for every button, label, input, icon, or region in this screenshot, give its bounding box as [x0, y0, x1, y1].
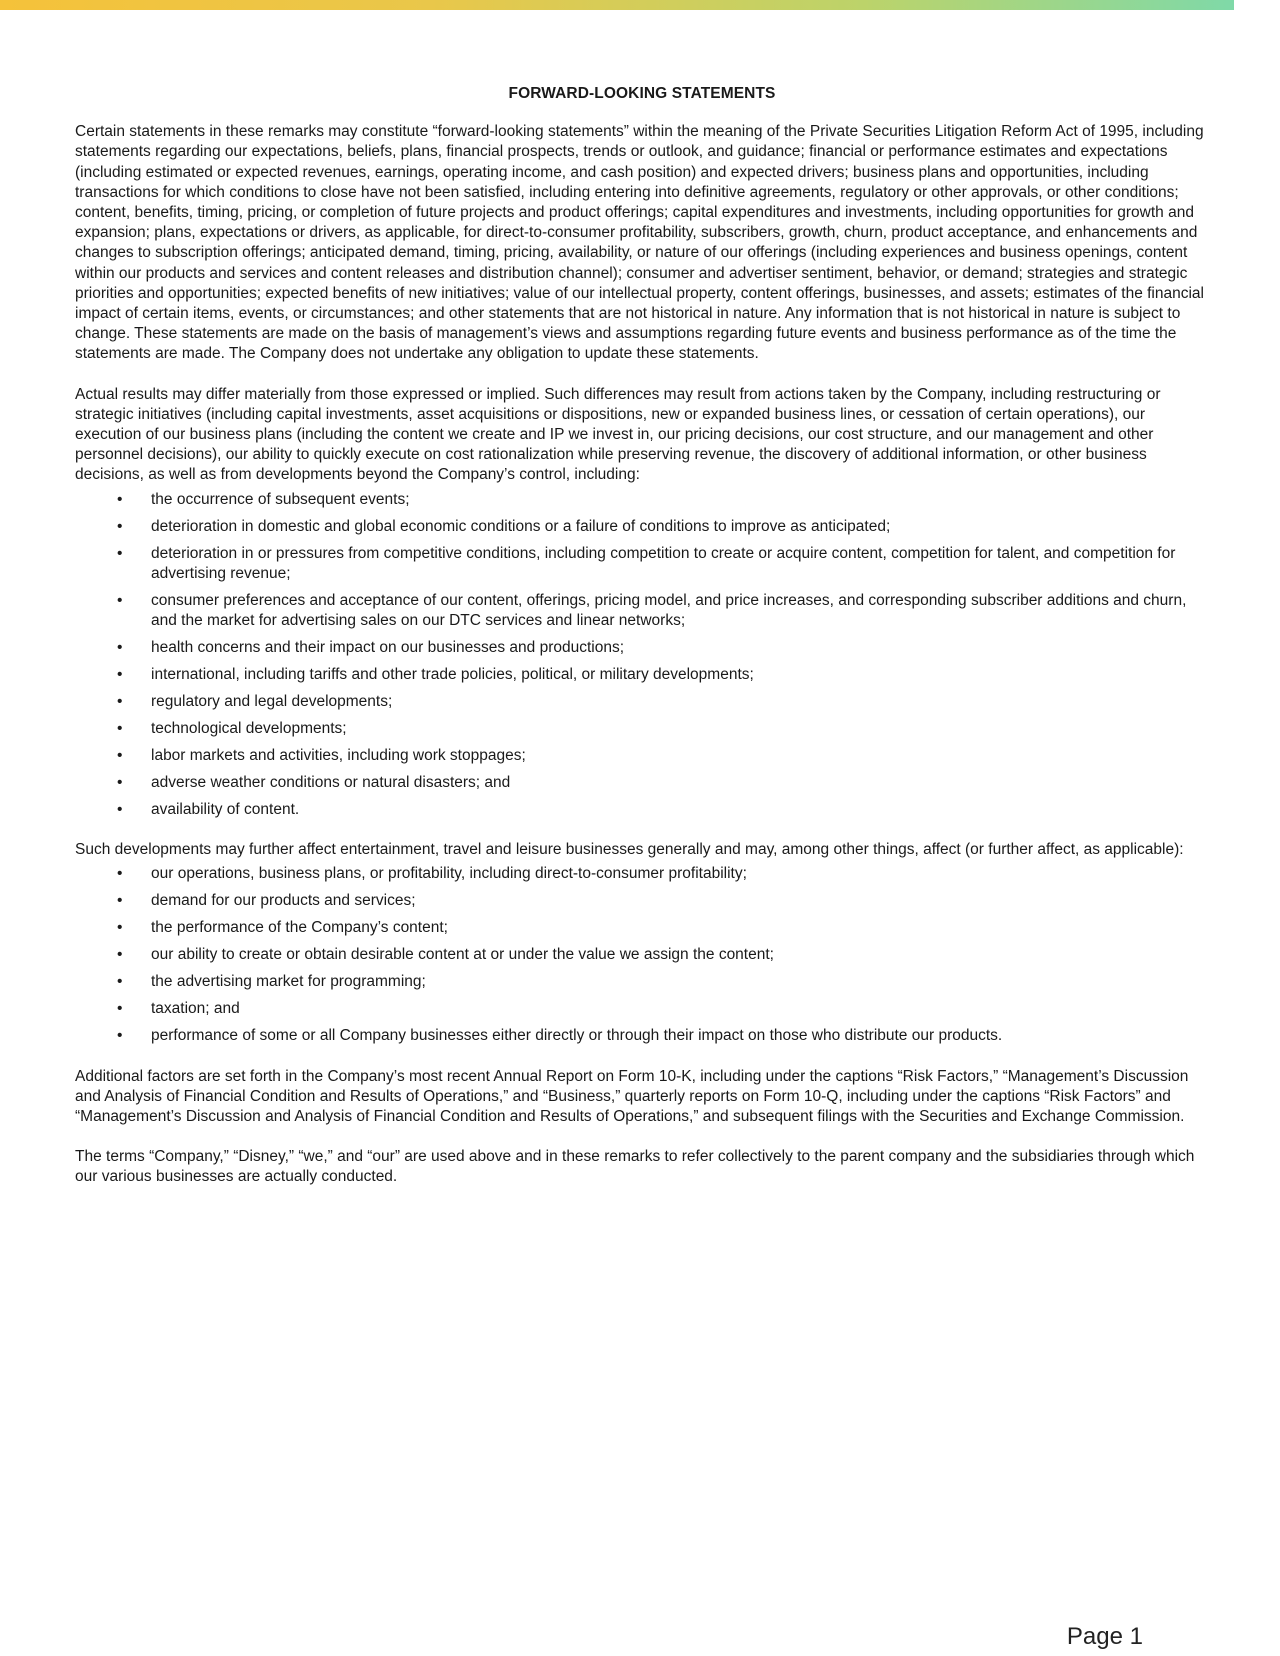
list-item	[75, 719, 1209, 739]
bullet-icon: •	[117, 544, 123, 562]
list-item	[75, 972, 1209, 992]
affected-areas-list	[75, 864, 1209, 1046]
top-accent-bar	[0, 0, 1234, 10]
bullet-icon: •	[117, 693, 123, 711]
bullet-icon: •	[117, 973, 123, 991]
list-item	[75, 1026, 1209, 1046]
list-item-text: labor markets and activities, including work stoppages;	[151, 747, 526, 765]
list-item	[75, 918, 1209, 938]
list-item	[75, 638, 1209, 658]
bullet-icon: •	[117, 1000, 123, 1018]
bullet-icon: •	[117, 1027, 123, 1045]
list-item-text: performance of some or all Company businesses either directly or through their impact on those who distribute our products.	[151, 1027, 1003, 1045]
list-item-text: international, including tariffs and other trade policies, political, or military developments;	[151, 666, 754, 684]
paragraph-further-developments: Such developments may further affect entertainment, travel and leisure businesses generally and may, among other things, affect (or further affect, as applicable):	[75, 841, 1184, 859]
risk-factors-list	[75, 490, 1209, 821]
bullet-icon: •	[117, 801, 123, 819]
paragraph-actual-results: Actual results may differ materially from those expressed or implied. Such differences may result from actions taken by the Company, including restructuring or strategic initiatives (including capital investments, asset acquisitions or dispositions, new or expanded business lines, or cessation of certain operations), our execution of our business plans (including the content we create and IP we invest in, our pricing decisions, our cost structure, and our management and other personnel decisions), our ability to quickly execute on cost rationalization while preserving revenue, the discovery of additional information, or other business decisions, as well as from developments beyond the Company’s control, including:	[75, 385, 1161, 484]
list-item	[75, 665, 1209, 685]
list-item	[75, 999, 1209, 1019]
bullet-icon: •	[117, 747, 123, 765]
paragraph-terms: The terms “Company,” “Disney,” “we,” and “our” are used above and in these remarks to refer collectively to the parent company and the subsidiaries through which our various businesses are actually conducted.	[75, 1148, 1195, 1186]
list-item	[75, 517, 1209, 537]
list-item	[75, 773, 1209, 793]
list-item-text: the occurrence of subsequent events;	[151, 490, 410, 508]
list-item	[75, 945, 1209, 965]
paragraph-additional-factors: Additional factors are set forth in the Company’s most recent Annual Report on Form 10-K, including under the captions “Risk Factors,” “Management’s Discussion and Analysis of Financial Condition and Results of Operations,” and “Business,” quarterly reports on Form 10-Q, including under the captions “Risk Factors” and “Management’s Discussion and Analysis of Financial Condition and Results of Operations,” and subsequent filings with the Securities and Exchange Commission.	[75, 1067, 1189, 1126]
list-item-text: the advertising market for programming;	[151, 973, 426, 991]
bullet-icon: •	[117, 774, 123, 792]
list-item-text: adverse weather conditions or natural disasters; and	[151, 774, 511, 792]
page-number: Page 1	[1066, 1623, 1143, 1650]
bullet-icon: •	[117, 919, 123, 937]
list-item-text: demand for our products and services;	[151, 892, 416, 910]
list-item	[75, 544, 1209, 584]
list-item-text: availability of content.	[151, 801, 300, 819]
list-item-text: deterioration in domestic and global economic conditions or a failure of conditions to improve as anticipated;	[151, 517, 891, 535]
bullet-icon: •	[117, 865, 123, 883]
list-item-text: regulatory and legal developments;	[151, 693, 393, 711]
list-item	[75, 591, 1209, 631]
list-item-text: health concerns and their impact on our businesses and productions;	[151, 639, 625, 657]
list-item-text: our ability to create or obtain desirable content at or under the value we assign the content;	[151, 946, 774, 964]
bullet-icon: •	[117, 639, 123, 657]
bullet-icon: •	[117, 591, 123, 609]
paragraph-intro: Certain statements in these remarks may constitute “forward-looking statements” within the meaning of the Private Securities Litigation Reform Act of 1995, including statements regarding our expectations, beliefs, plans, financial prospects, trends or outlook, and guidance; financial or performance estimates and expectations (including estimated or expected revenues, earnings, operating income, and cash position) and expected drivers; business plans and opportunities, including transactions for which conditions to close have not been satisfied, including entering into definitive agreements, regulatory or other approvals, or other conditions; content, benefits, timing, pricing, or completion of future projects and product offerings; capital expenditures and investments, including opportunities for growth and expansion; plans, expectations or drivers, as applicable, for direct-to-consumer profitability, subscribers, growth, churn, product acceptance, and enhancements and changes to subscription offerings; anticipated demand, timing, pricing, availability, or nature of our offerings (including experiences and business openings, content within our products and services and content releases and distribution channel); consumer and advertiser sentiment, behavior, or demand; strategies and strategic priorities and opportunities; expected benefits of new initiatives; value of our intellectual property, content offerings, businesses, and assets; estimates of the financial impact of certain items, events, or circumstances; and other statements that are not historical in nature. Any information that is not historical in nature is subject to change. These statements are made on the basis of management’s views and assumptions regarding future events and business performance as of the time the statements are made. The Company does not undertake any obligation to update these statements.	[75, 123, 1204, 363]
list-item	[75, 746, 1209, 766]
list-item	[75, 891, 1209, 911]
list-item	[75, 692, 1209, 712]
document-title: FORWARD-LOOKING STATEMENTS	[508, 85, 776, 102]
list-item-text: technological developments;	[151, 720, 347, 738]
list-item-text: our operations, business plans, or profitability, including direct-to-consumer profitability;	[151, 865, 747, 883]
list-item	[75, 800, 1209, 820]
bullet-icon: •	[117, 946, 123, 964]
list-item-text: consumer preferences and acceptance of our content, offerings, pricing model, and price increases, and corresponding subscriber additions and churn, and the market for advertising sales on our DTC services and linear networks;	[151, 591, 1187, 630]
bullet-icon: •	[117, 892, 123, 910]
document-body	[75, 84, 1209, 1208]
list-item	[75, 864, 1209, 884]
bullet-icon: •	[117, 517, 123, 535]
list-item	[75, 490, 1209, 510]
list-item-text: deterioration in or pressures from competitive conditions, including competition to create or acquire content, competition for talent, and competition for advertising revenue;	[151, 544, 1176, 582]
list-item-text: the performance of the Company’s content;	[151, 919, 448, 937]
list-item-text: taxation; and	[151, 1000, 240, 1018]
bullet-icon: •	[117, 490, 123, 508]
bullet-icon: •	[117, 720, 123, 738]
bullet-icon: •	[117, 666, 123, 684]
